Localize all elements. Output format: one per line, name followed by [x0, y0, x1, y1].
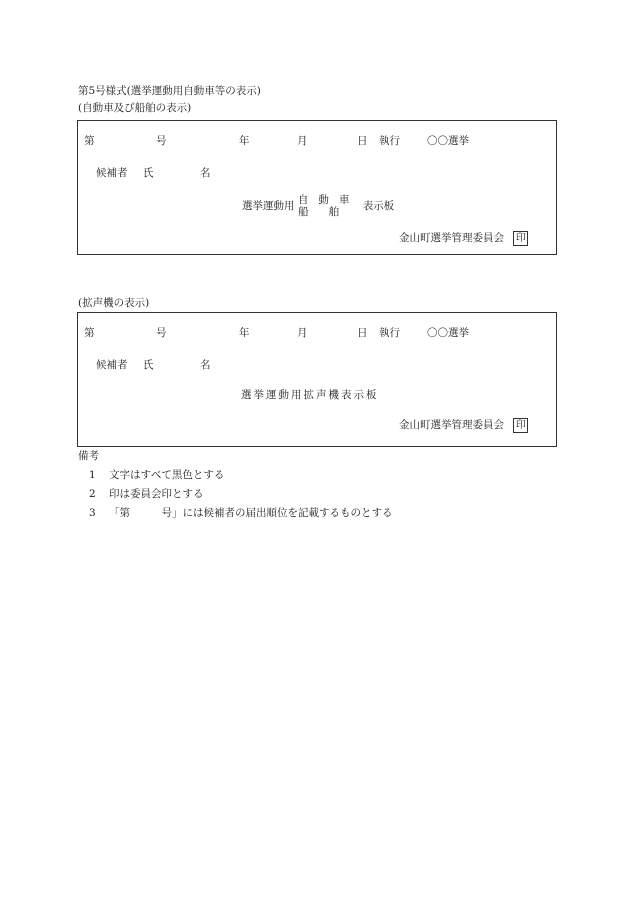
mei-label: 名 [200, 167, 211, 179]
sign-prefix: 選挙運動用 [242, 200, 295, 212]
vehicle-type-stack [298, 194, 360, 218]
dai-label: 第 [84, 135, 95, 147]
note-item [89, 506, 393, 520]
day-label: 日 [357, 135, 368, 147]
note-number: 1 [89, 469, 96, 481]
notes-heading: 備考 [78, 450, 99, 462]
note-number: 2 [89, 488, 96, 500]
year-label: 年 [239, 135, 250, 147]
committee-line [399, 231, 528, 246]
note-item [89, 468, 224, 482]
shikko-label: 執行 [379, 135, 400, 147]
note-text: 印は委員会印とする [109, 488, 204, 500]
committee-name: 金山町選挙管理委員会 [399, 232, 504, 244]
section1-caption: (自動車及び船舶の表示) [78, 102, 192, 114]
sign-bottom: 船舶 [298, 206, 360, 218]
vehicle-sign-box [77, 120, 557, 255]
note-text: 「第 号」には候補者の届出順位を記載するものとする [109, 507, 393, 519]
day-label: 日 [357, 327, 368, 339]
dai-label: 第 [84, 327, 95, 339]
note-text: 文字はすべて黒色とする [109, 469, 225, 481]
loudspeaker-sign-label: 選挙運動用拡声機表示板 [241, 389, 379, 401]
shikko-label: 執行 [379, 327, 400, 339]
section2-caption: (拡声機の表示) [78, 297, 150, 309]
election-name: 〇〇選挙 [427, 135, 469, 147]
sign-top: 自動車 [297, 194, 360, 206]
go-label: 号 [156, 327, 167, 339]
shi-label: 氏 [143, 359, 154, 371]
candidate-label: 候補者 [96, 167, 128, 179]
go-label: 号 [156, 135, 167, 147]
sign-suffix: 表示板 [362, 200, 395, 212]
note-number: 3 [89, 507, 96, 519]
month-label: 月 [297, 135, 308, 147]
year-label: 年 [239, 327, 250, 339]
vehicle-sign-line [242, 192, 394, 220]
committee-line [399, 418, 528, 433]
election-name: 〇〇選挙 [427, 327, 469, 339]
seal-mark: 印 [513, 418, 528, 433]
committee-name: 金山町選挙管理委員会 [399, 419, 504, 431]
candidate-label: 候補者 [96, 359, 128, 371]
seal-mark: 印 [513, 231, 528, 246]
form-title: 第5号様式(選挙運動用自動車等の表示) [78, 85, 261, 97]
mei-label: 名 [200, 359, 211, 371]
shi-label: 氏 [143, 167, 154, 179]
loudspeaker-sign-box [77, 312, 557, 447]
month-label: 月 [297, 327, 308, 339]
note-item [89, 487, 204, 501]
